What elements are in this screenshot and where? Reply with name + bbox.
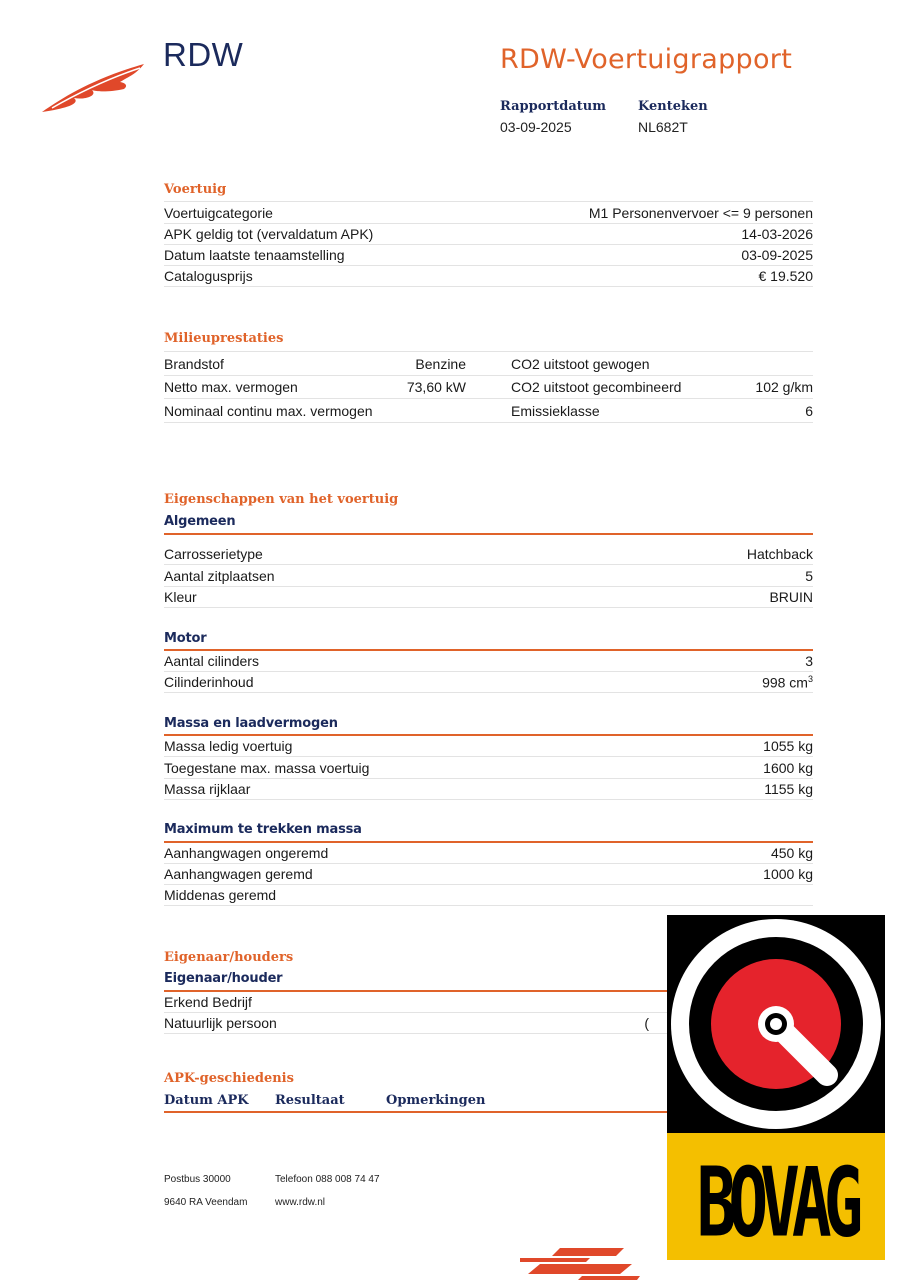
rdw-logo-icon (40, 56, 150, 116)
subsection-title-motor: Motor (164, 631, 207, 646)
subsection-title-eigenaar-houder: Eigenaar/houder (164, 971, 283, 986)
section-title-voertuig: Voertuig (164, 182, 227, 197)
footer-postbus: Postbus 30000 (164, 1174, 231, 1185)
subsection-title-massa: Massa en laadvermogen (164, 716, 338, 731)
table-row: Massa ledig voertuig 1055 kg (164, 735, 813, 757)
apk-column-opmerkingen: Opmerkingen (386, 1093, 486, 1108)
table-row: Aantal zitplaatsen 5 (164, 565, 813, 587)
bovag-logo (667, 915, 885, 1260)
bovag-text: BOVAG (696, 1147, 856, 1259)
section-title-eigenschappen: Eigenschappen van het voertuig (164, 492, 399, 507)
kenteken-label: Kenteken (638, 99, 708, 114)
table-row: Nominaal continu max. vermogen Emissieklasse 6 (164, 399, 813, 423)
kenteken-value: NL682T (638, 119, 688, 135)
table-row: Brandstof Benzine CO2 uitstoot gewogen (164, 351, 813, 376)
table-row: Cilinderinhoud 998 $cm^3$ (164, 671, 813, 693)
rapportdatum-label: Rapportdatum (500, 99, 606, 114)
footer-website[interactable]: www.rdw.nl (275, 1197, 326, 1208)
table-row: Catalogusprijs € 19.520 (164, 265, 813, 287)
rdw-logo-text: RDW (163, 36, 244, 73)
report-title: RDW-Voertuigrapport (500, 44, 793, 75)
table-row: Datum laatste tenaamstelling 03-09-2025 (164, 244, 813, 266)
section-title-eigenaar: Eigenaar/houders (164, 950, 294, 965)
table-row: Natuurlijk persoon ( (164, 1012, 813, 1034)
table-row: Aantal cilinders 3 (164, 650, 813, 672)
subsection-title-algemeen: Algemeen (164, 514, 236, 529)
table-row: Middenas geremd (164, 884, 813, 906)
footer-stripes-icon (520, 1244, 660, 1280)
section-title-apk: APK-geschiedenis (164, 1071, 294, 1086)
table-row: Aanhangwagen geremd 1000 kg (164, 863, 813, 885)
table-row: Aanhangwagen ongeremd 450 kg (164, 842, 813, 864)
table-row: Netto max. vermogen 73,60 kW CO2 uitstoot gecombineerd 102 g/km (164, 375, 813, 399)
footer-adres: 9640 RA Veendam (164, 1197, 248, 1208)
apk-column-resultaat: Resultaat (275, 1093, 345, 1108)
table-row: Kleur BRUIN (164, 586, 813, 608)
section-title-milieu: Milieuprestaties (164, 331, 284, 346)
table-row: Voertuigcategorie M1 Personenvervoer <= 9 personen (164, 201, 813, 224)
table-row: Toegestane max. massa voertuig 1600 kg (164, 757, 813, 779)
apk-column-datum: Datum APK (164, 1093, 249, 1108)
footer-telefoon: Telefoon 088 008 74 47 (275, 1174, 380, 1185)
table-row: Erkend Bedrijf (164, 991, 813, 1013)
rapportdatum-value: 03-09-2025 (500, 119, 572, 135)
table-row: Carrosserietype Hatchback (164, 543, 813, 565)
divider (164, 533, 813, 535)
table-row: Massa rijklaar 1155 kg (164, 778, 813, 800)
subsection-title-trekken: Maximum te trekken massa (164, 822, 362, 837)
table-row: APK geldig tot (vervaldatum APK) 14-03-2026 (164, 223, 813, 245)
